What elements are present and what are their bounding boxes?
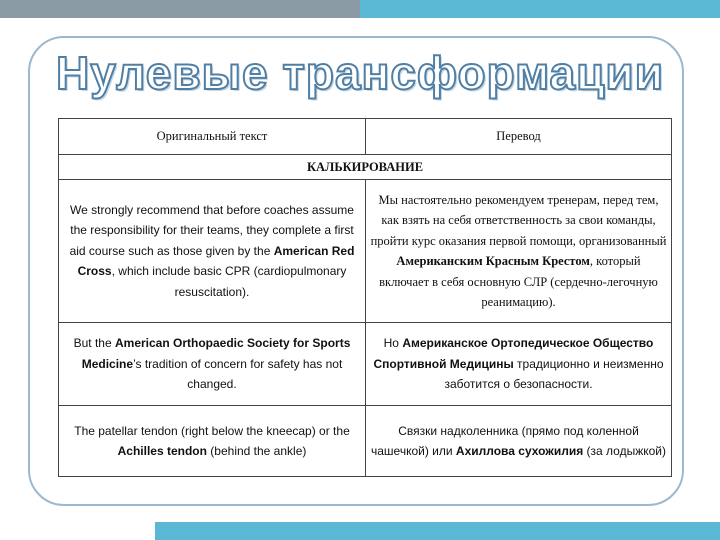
original-text: , which include basic CPR (cardiopulmonary resuscitation).: [111, 264, 347, 299]
translation-term: Американским Красным Крестом: [396, 254, 590, 268]
section-label: КАЛЬКИРОВАНИЕ: [59, 155, 672, 180]
original-term: Achilles tendon: [117, 444, 207, 458]
original-text: We strongly recommend that before coaches assume the responsibility for their teams, they complete a first aid course such as those given by the: [69, 202, 354, 258]
original-cell: [59, 323, 366, 406]
translation-text: Мы настоятельно рекомендуем тренерам, перед тем, как взять на себя ответственность за свои команды, пройти курс оказания первой помощи, организованный: [370, 192, 667, 248]
top-accent-bar-dark: [0, 0, 360, 18]
original-term: American Red Cross: [77, 243, 355, 279]
translation-text: Но: [383, 336, 403, 351]
original-text: But the: [73, 336, 115, 351]
table-header-row: [59, 119, 672, 155]
table-row: [59, 323, 672, 406]
translation-term: Ахиллова сухожилия: [455, 444, 584, 458]
translation-cell: [366, 323, 672, 406]
header-original: Оригинальный текст: [59, 119, 366, 155]
translation-cell: [366, 406, 672, 477]
original-cell: [59, 406, 366, 477]
table-row: [59, 180, 672, 323]
translation-cell: [366, 180, 672, 323]
translation-text: Связки надколенника (прямо под коленной чашечкой) или: [370, 423, 639, 458]
translation-table: [58, 118, 672, 477]
original-text: The patellar tendon (right below the kneecap) or the: [74, 423, 350, 438]
translation-text: (за лодыжкой): [583, 444, 667, 458]
table-row: [59, 406, 672, 477]
original-text: ’s tradition of concern for safety has not changed.: [133, 356, 343, 392]
translation-text: , который включает в себя основную СЛР (сердечно-легочную реанимацию).: [379, 254, 658, 309]
section-row: [59, 155, 672, 180]
bottom-accent-bar: [155, 522, 720, 540]
original-cell: [59, 180, 366, 323]
top-accent-bar-light: [360, 0, 720, 18]
original-term: American Orthopaedic Society for Sports Medicine: [81, 336, 351, 371]
original-text: (behind the ankle): [206, 444, 307, 458]
translation-text: традиционно и неизменно заботится о безопасности.: [444, 356, 664, 392]
slide-title: Нулевые трансформации: [56, 47, 664, 99]
translation-term: Американское Ортопедическое Общество Спортивной Медицины: [373, 336, 654, 371]
header-translation: Перевод: [366, 119, 672, 155]
